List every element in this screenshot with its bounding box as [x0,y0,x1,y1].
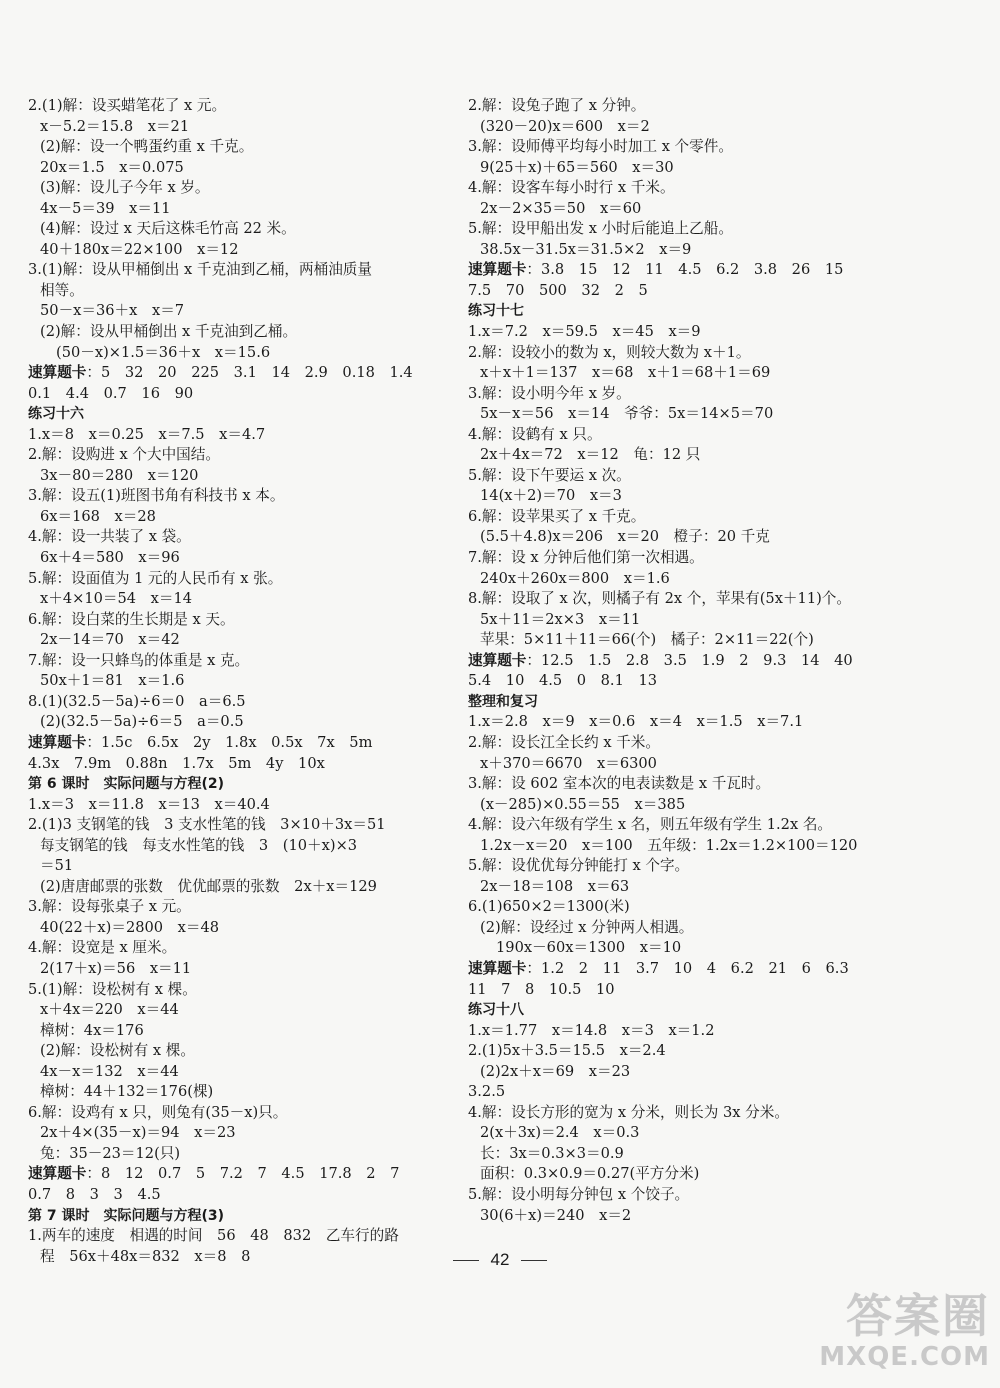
answer-line: 2x＋4×(35－x)＝94 x＝23 [40,1124,236,1142]
answer-line: 1.x＝2.8 x＝9 x＝0.6 x＝4 x＝1.5 x＝7.1 [468,713,804,731]
section-heading: 整理和复习 [468,693,538,710]
answer-line: 1.x＝7.2 x＝59.5 x＝45 x＝9 [468,323,701,341]
answer-line: 速算题卡：8 12 0.7 5 7.2 7 4.5 17.8 2 7 [28,1165,400,1183]
answer-line: 长：3x＝0.3×3＝0.9 [480,1144,624,1162]
answer-line: 2.解：设兔子跑了 x 分钟。 [468,97,646,114]
answer-line: 速算题卡：12.5 1.5 2.8 3.5 1.9 2 9.3 14 40 [468,651,853,669]
answer-line: (50－x)×1.5＝36＋x x＝15.6 [56,343,271,361]
answer-line: 2.解：设较小的数为 x，则较大数为 x＋1。 [468,343,751,361]
answer-line: 1.两车的速度 相遇的时间 56 48 832 乙车行的路 [28,1227,399,1245]
answer-line: x＋370＝6670 x＝6300 [480,754,657,772]
answer-line: 6.解：设白菜的生长期是 x 天。 [28,610,235,628]
answer-line: 2.(1)3 支钢笔的钱 3 支水性笔的钱 3×10＋3x＝51 [28,816,386,834]
answer-line: 5x＋11＝2x×3 x＝11 [480,610,641,628]
answer-line: 4.解：设鹤有 x 只。 [468,425,602,443]
answer-line: 每支钢笔的钱 每支水性笔的钱 3 (10＋x)×3 [40,836,358,854]
page-number [0,1250,1000,1270]
watermark-logo [800,1290,990,1382]
section-heading: 练习十七 [468,303,524,320]
answer-line: 7.解：设一只蜂鸟的体重是 x 克。 [28,651,250,669]
answer-line: 0.7 8 3 3 4.5 [28,1185,161,1203]
section-heading: 第 6 课时 实际问题与方程(2) [28,776,225,793]
answer-line: (2)唐唐邮票的张数 优优邮票的张数 2x＋x＝129 [40,877,377,895]
watermark-bottom: MXQE.COM [819,1342,990,1372]
answer-line: x＋4x＝220 x＝44 [40,1001,179,1019]
answer-line: 速算题卡：5 32 20 225 3.1 14 2.9 0.18 1.4 [28,364,413,382]
answer-line: ＝51 [40,857,74,875]
answer-line: 樟树：44＋132＝176(棵) [40,1083,214,1101]
answer-line: (2)2x＋x＝69 x＝23 [480,1062,631,1080]
answer-line: (2)解：设从甲桶倒出 x 千克油到乙桶。 [40,323,298,341]
answer-line: 4.解：设客车每小时行 x 千米。 [468,179,675,197]
quick-calc-label: 速算题卡 [468,959,527,977]
answer-line: 5.解：设面值为 1 元的人民币有 x 张。 [28,569,283,587]
answer-line: 6.(1)650×2＝1300(米) [468,898,630,916]
answer-line: 9(25＋x)＋65＝560 x＝30 [480,158,674,176]
answer-line: 1.x＝8 x＝0.25 x＝7.5 x＝4.7 [28,425,266,443]
answer-line: 3.解：设小明今年 x 岁。 [468,384,631,402]
answer-line: x－5.2＝15.8 x＝21 [40,117,190,135]
answer-line: 4.解：设宽是 x 厘米。 [28,939,177,957]
answer-line: 2(17＋x)＝56 x＝11 [40,959,192,977]
answer-line: 面积：0.3×0.9＝0.27(平方分米) [480,1165,700,1183]
answer-line: 2.(1)5x＋3.5＝15.5 x＝2.4 [468,1042,666,1060]
page-number-dash-left [453,1260,479,1261]
quick-calc-label: 速算题卡 [468,261,527,279]
answer-line: 1.x＝1.77 x＝14.8 x＝3 x＝1.2 [468,1021,715,1039]
answer-line: 2x－2×35＝50 x＝60 [480,199,642,217]
answer-line: 40(22＋x)＝2800 x＝48 [40,918,220,936]
answer-line: x＋x＋1＝137 x＝68 x＋1＝68＋1＝69 [480,364,771,382]
answer-line: 程 56x＋48x＝832 x＝8 8 [40,1247,251,1265]
answer-line: 50x＋1＝81 x＝1.6 [40,672,185,690]
answer-line: 2.解：设购进 x 个大中国结。 [28,446,220,464]
answer-line: 5.解：设小明每分钟包 x 个饺子。 [468,1185,690,1203]
answer-line: 20x＝1.5 x＝0.075 [40,158,184,176]
answer-line: 4.3x 7.9m 0.88n 1.7x 5m 4y 10x [28,754,325,772]
answer-line: 4.解：设一共装了 x 袋。 [28,528,191,546]
answer-line: 3.(1)解：设从甲桶倒出 x 千克油到乙桶，两桶油质量 [28,261,372,279]
answer-line: 1.2x－x＝20 x＝100 五年级：1.2x＝1.2×100＝120 [480,836,858,854]
answer-line: (5.5＋4.8)x＝206 x＝20 橙子：20 千克 [480,528,770,546]
answer-line: 4x－5＝39 x＝11 [40,199,171,217]
page-number-value: 42 [490,1250,510,1269]
answer-line: 3.解：设五(1)班图书角有科技书 x 本。 [28,487,285,505]
answer-line: 6x＋4＝580 x＝96 [40,549,180,567]
answer-line: 8.解：设取了 x 次，则橘子有 2x 个，苹果有(5x＋11)个。 [468,590,851,608]
answer-line: (2)解：设经过 x 分钟两人相遇。 [480,918,694,936]
answer-line: 5.4 10 4.5 0 8.1 13 [468,672,658,690]
answer-line: 4x－x＝132 x＝44 [40,1062,179,1080]
answer-line: 240x＋260x＝800 x＝1.6 [480,569,670,587]
answer-line: 11 7 8 10.5 10 [468,980,615,998]
right-column [468,96,908,1226]
answer-line: 40＋180x＝22×100 x＝12 [40,240,239,258]
answer-line: 38.5x－31.5x＝31.5×2 x＝9 [480,240,692,258]
quick-calc-label: 速算题卡 [468,651,527,669]
answer-line: 6x＝168 x＝28 [40,507,156,525]
answer-line: 0.1 4.4 0.7 16 90 [28,384,194,402]
answer-line: (2)解：设松树有 x 棵。 [40,1042,195,1060]
answer-line: 5.解：设甲船出发 x 小时后能追上乙船。 [468,220,733,238]
quick-calc-label: 速算题卡 [28,364,87,382]
answer-line: (4)解：设过 x 天后这株毛竹高 22 米。 [40,220,296,238]
quick-calc-label: 速算题卡 [28,1165,87,1183]
answer-line: (2)解：设一个鸭蛋约重 x 千克。 [40,138,254,156]
answer-line: 速算题卡：1.5c 6.5x 2y 1.8x 0.5x 7x 5m [28,733,373,751]
answer-line: 7.5 70 500 32 2 5 [468,281,648,299]
answer-line: 5x－x＝56 x＝14 爷爷：5x＝14×5＝70 [480,405,774,423]
answer-line: 2x－14＝70 x＝42 [40,631,180,649]
answer-line: 14(x＋2)＝70 x＝3 [480,487,622,505]
answer-line: 2x－18＝108 x＝63 [480,877,630,895]
answer-line: 5.解：设下午要运 x 次。 [468,466,631,484]
answer-line: 兔：35－23＝12(只) [40,1144,181,1162]
answer-line: (3)解：设儿子今年 x 岁。 [40,179,210,197]
answer-line: (2)(32.5－5a)÷6＝5 a＝0.5 [40,713,244,731]
answer-line: 相等。 [40,281,84,299]
answer-line: 2.解：设长江全长约 x 千米。 [468,733,660,751]
watermark-top: 答案圈 [846,1289,990,1343]
answer-line: 3x－80＝280 x＝120 [40,466,199,484]
answer-line: 30(6＋x)＝240 x＝2 [480,1206,632,1224]
section-heading: 练习十六 [28,406,84,423]
answer-line: 1.x＝3 x＝11.8 x＝13 x＝40.4 [28,795,270,813]
answer-line: 3.2.5 [468,1083,506,1101]
answer-line: 190x－60x＝1300 x＝10 [496,939,682,957]
answer-line: 2x＋4x＝72 x＝12 龟：12 只 [480,446,701,464]
quick-calc-label: 速算题卡 [28,733,87,751]
answer-line: x＋4×10＝54 x＝14 [40,590,193,608]
answer-line: 3.解：设 602 室本次的电表读数是 x 千瓦时。 [468,775,771,793]
answer-line: 4.解：设六年级有学生 x 名，则五年级有学生 1.2x 名。 [468,816,833,834]
section-heading: 练习十八 [468,1002,524,1019]
answer-line: 5.解：设优优每分钟能打 x 个字。 [468,857,690,875]
answer-line: 8.(1)(32.5－5a)÷6＝0 a＝6.5 [28,692,246,710]
answer-line: 2.(1)解：设买蜡笔花了 x 元。 [28,97,227,114]
answer-line: 7.解：设 x 分钟后他们第一次相遇。 [468,549,704,567]
answer-line: 速算题卡：1.2 2 11 3.7 10 4 6.2 21 6 6.3 [468,959,849,977]
answer-line: (x－285)×0.55＝55 x＝385 [480,795,686,813]
answer-line: 3.解：设每张桌子 x 元。 [28,898,191,916]
page-number-dash-right [521,1260,547,1261]
answer-line: 3.解：设师傅平均每小时加工 x 个零件。 [468,138,733,156]
answer-line: 5.(1)解：设松树有 x 棵。 [28,980,197,998]
answer-line: 50－x＝36＋x x＝7 [40,302,185,320]
answer-line: (320－20)x＝600 x＝2 [480,117,650,135]
answer-line: 樟树：4x＝176 [40,1021,144,1039]
answer-line: 2(x＋3x)＝2.4 x＝0.3 [480,1124,640,1142]
left-column [28,96,456,1267]
answer-line: 苹果：5×11＋11＝66(个) 橘子：2×11＝22(个) [480,631,814,649]
answer-line: 速算题卡：3.8 15 12 11 4.5 6.2 3.8 26 15 [468,261,844,279]
answer-line: 6.解：设苹果买了 x 千克。 [468,507,646,525]
answer-line: 6.解：设鸡有 x 只，则兔有(35－x)只。 [28,1103,288,1121]
answer-line: 4.解：设长方形的宽为 x 分米，则长为 3x 分米。 [468,1103,789,1121]
section-heading: 第 7 课时 实际问题与方程(3) [28,1207,225,1224]
